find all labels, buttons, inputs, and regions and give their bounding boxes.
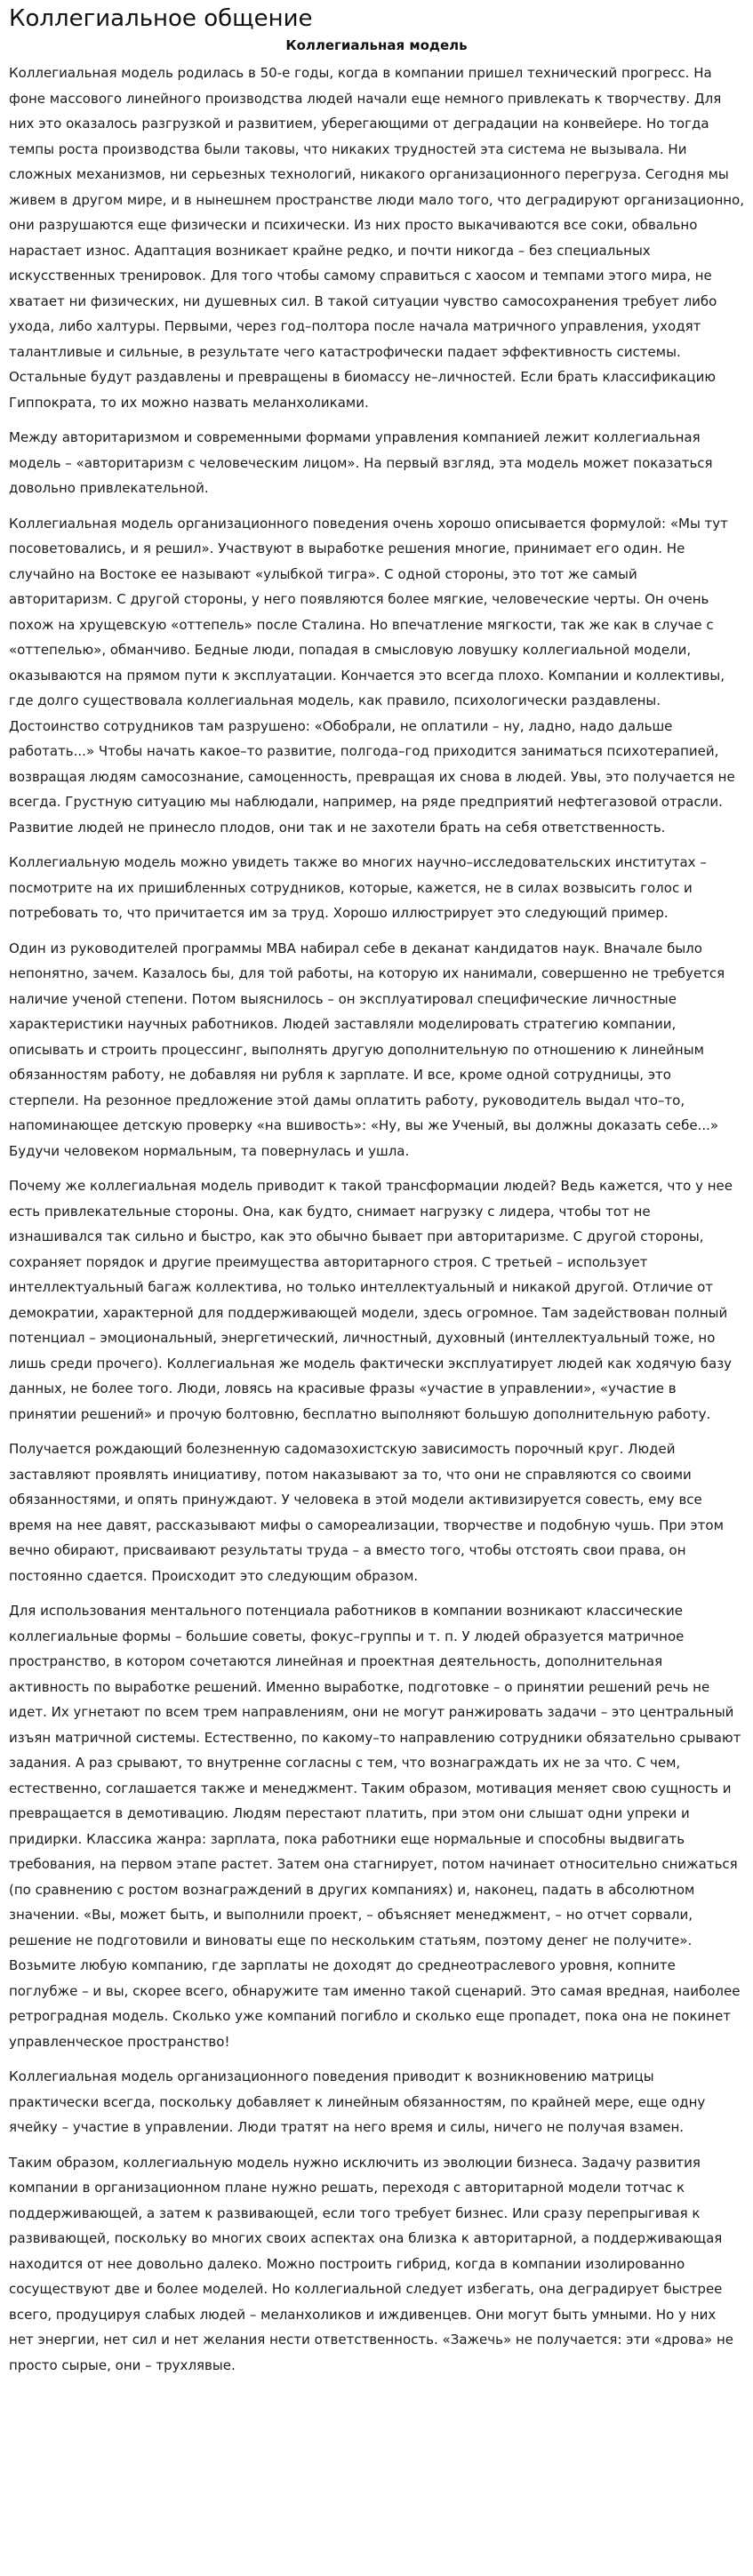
paragraph: Коллегиальная модель организационного поведения приводит к возникновению матрицы практически всегда, поскольку добавляет к линейным обязанностям, по крайней мере, еще одну ячейку – участие в управлении. Люди тратят на него время и силы, ничего не получая взамен. (9, 2068, 706, 2135)
paragraph: Для использования ментального потенциала работников в компании возникают классические коллегиальные формы – большие советы, фокус–группы и т. п. У людей образуется матричное пространство, в котором сочетаются линейная и проектная деятельность, дополнительная активность по выработке решений. Именно выработке, подготовке – о принятии решений речь не идет. Их угнетают по всем трем направлениям, они не могут ранжировать задачи – это центральный изъян матричной системы. Естественно, по какому–то направлению сотрудники обязательно срывают задания. А раз срывают, то внутренне согласны с тем, что вознаграждать их не за что. С чем, естественно, соглашается также и менеджмент. Таким образом, мотивация меняет свою сущность и превращается в демотивацию. Людям перестают платить, при этом они слышат одни упреки и придирки. Классика жанра: зарплата, пока работники еще нормальные и способны выдвигать требования, на первом этапе растет. Затем она стагнирует, потом начинает относительно снижаться (по сравнению с ростом вознаграждений в других компаниях) и, наконец, падать в абсолютном значении. «Вы, может быть, и выполнили проект, – объясняет менеджмент, – но отчет сорвали, решение не подготовили и виноваты еще по нескольким статьям, поэтому денег не получите». Возьмите любую компанию, где зарплаты не доходят до среднеотраслевого уровня, копните поглубже – и вы, скорее всего, обнаружите там именно такой сценарий. Это самая вредная, наиболее ретроградная модель. Сколько уже компаний погибло и сколько еще пропадет, пока она не покинет управленческое пространство! (9, 1603, 741, 2050)
paragraph: Коллегиальная модель организационного поведения очень хорошо описывается формулой: «Мы тут посоветовались, и я решил». Участвуют в выработке решения многие, принимает его один. Не случайно на Востоке ее называют «улыбкой тигра». С одной стороны, это тот же самый авторитаризм. С другой стороны, у него появляются более мягкие, человеческие черты. Он очень похож на хрущевскую «оттепель» после Сталина. Но впечатление мягкости, так же как в случае с «оттепелью», обманчиво. Бедные люди, попадая в смысловую ловушку коллегиальной модели, оказываются на прямом пути к эксплуатации. Кончается это всегда плохо. Компании и коллективы, где долго существовала коллегиальная модель, как правило, психологически раздавлены. Достоинство сотрудников там разрушено: «Обобрали, не оплатили – ну, ладно, надо дальше работать...» Чтобы начать какое–то развитие, полгода–год приходится заниматься психотерапией, возвращая людям самосознание, самоценность, превращая их снова в людей. Увы, это получается не всегда. Грустную ситуацию мы наблюдали, например, на ряде предприятий нефтегазовой отрасли. Развитие людей не принесло плодов, они так и не захотели брать на себя ответственность. (9, 515, 735, 836)
paragraph: Таким образом, коллегиальную модель нужно исключить из эволюции бизнеса. Задачу развития компании в организационном плане нужно решать, переходя с авторитарной модели тотчас к поддерживающей, а затем к развивающей, если того требует бизнес. Или сразу перепрыгивая к развивающей, поскольку во многих своих аспектах она близка к авторитарной, а поддерживающая находится от нее довольно далеко. Можно построить гибрид, когда в компании изолированно сосуществуют две и более моделей. Но коллегиальной следует избегать, она деградирует быстрее всего, продуцируя слабых людей – меланхоликов и иждивенцев. Они могут быть умными. Но у них нет энергии, нет сил и нет желания нести ответственность. «Зажечь» не получается: эти «дрова» не просто сырые, они – трухлявые. (9, 2154, 734, 2373)
paragraph: Получается рождающий болезненную садомазохистскую зависимость порочный круг. Людей заставляют проявлять инициативу, потом наказывают за то, что они не справляются со своими обязанностями, и опять принуждают. У человека в этой модели активизируется совесть, ему все время на нее давят, рассказывают мифы о самореализации, творчестве и подобную чушь. При этом вечно обирают, присваивают результаты труда – а вместо того, чтобы отстоять свои права, он постоянно сдается. Происходит это следующим образом. (9, 1441, 724, 1584)
paragraph: Коллегиальная модель родилась в 50-е годы, когда в компании пришел технический прогресс. На фоне массового линейного производства людей начали еще немного привлекать к творчеству. Для них это оказалось разгрузкой и развитием, уберегающими от деградации на конвейере. Но тогда темпы роста производства были таковы, что никаких трудностей эта система не вызывала. Ни сложных механизмов, ни серьезных технологий, никакого организационного перегруза. Сегодня мы живем в другом мире, и в нынешнем пространстве люди мало того, что деградируют организационно, они разрушаются еще физически и психически. Из них просто выкачиваются все соки, обвально нарастает износ. Адаптация возникает крайне редко, и почти никогда – без специальных искусственных тренировок. Для того чтобы самому справиться с хаосом и темпами этого мира, не хватает ни физических, ни душевных сил. В такой ситуации чувство самосохранения требует либо ухода, либо халтуры. Первыми, через год–полтора после начала матричного управления, уходят талантливые и сильные, в результате чего катастрофически падает эффективность системы. Остальные будут раздавлены и превращены в биомассу не–личностей. Если брать классификацию Гиппократа, то их можно назвать меланхоликами. (9, 65, 745, 411)
paragraph: Почему же коллегиальная модель приводит к такой трансформации людей? Ведь кажется, что у нее есть привлекательные стороны. Она, как будто, снимает нагрузку с лидера, чтобы тот не изнашивался так сильно и быстро, как это обычно бывает при авторитаризме. С другой стороны, сохраняет порядок и другие преимущества авторитарного строя. С третьей – использует интеллектуальный багаж коллектива, но только интеллектуальный и никакой другой. Отличие от демократии, характерной для поддерживающей модели, здесь огромное. Там задействован полный потенциал – эмоциональный, энергетический, личностный, духовный (интеллектуальный тоже, но лишь среди прочего). Коллегиальная же модель фактически эксплуатирует людей как ходячую базу данных, не более того. Люди, ловясь на красивые фразы «участие в управлении», «участие в принятии решений» и прочую болтовню, бесплатно выполняют большую дополнительную работу. (9, 1178, 733, 1422)
paragraph: Между авторитаризмом и современными формами управления компанией лежит коллегиальная модель – «авторитаризм с человеческим лицом». На первый взгляд, эта модель может показаться довольно привлекательной. (9, 429, 713, 496)
page-title: Коллегиальное общение (9, 5, 313, 32)
section-subtitle: Коллегиальная модель (285, 37, 468, 53)
paragraph: Один из руководителей программы MBA набирал себе в деканат кандидатов наук. Вначале было непонятно, зачем. Казалось бы, для той работы, на которую их нанимали, совершенно не требуется наличие ученой степени. Потом выяснилось – он эксплуатировал специфические личностные характеристики научных работников. Людей заставляли моделировать стратегию компании, описывать и строить процессинг, выполнять другую дополнительную по отношению к линейным обязанностям работу, не добавляя ни рубля к зарплате. И все, кроме одной сотрудницы, это стерпели. На резонное предложение этой дамы оплатить работу, руководитель выдал что–то, напоминающее детскую проверку «на вшивость»: «Ну, вы же Ученый, вы должны доказать себе...» Будучи человеком нормальным, та повернулась и ушла. (9, 940, 725, 1159)
paragraph: Коллегиальную модель можно увидеть также во многих научно–исследовательских институтах – посмотрите на их пришибленных сотрудников, которые, кажется, не в силах возвысить голос и потребовать то, что причитается им за труд. Хорошо иллюстрирует это следующий пример. (9, 854, 707, 921)
